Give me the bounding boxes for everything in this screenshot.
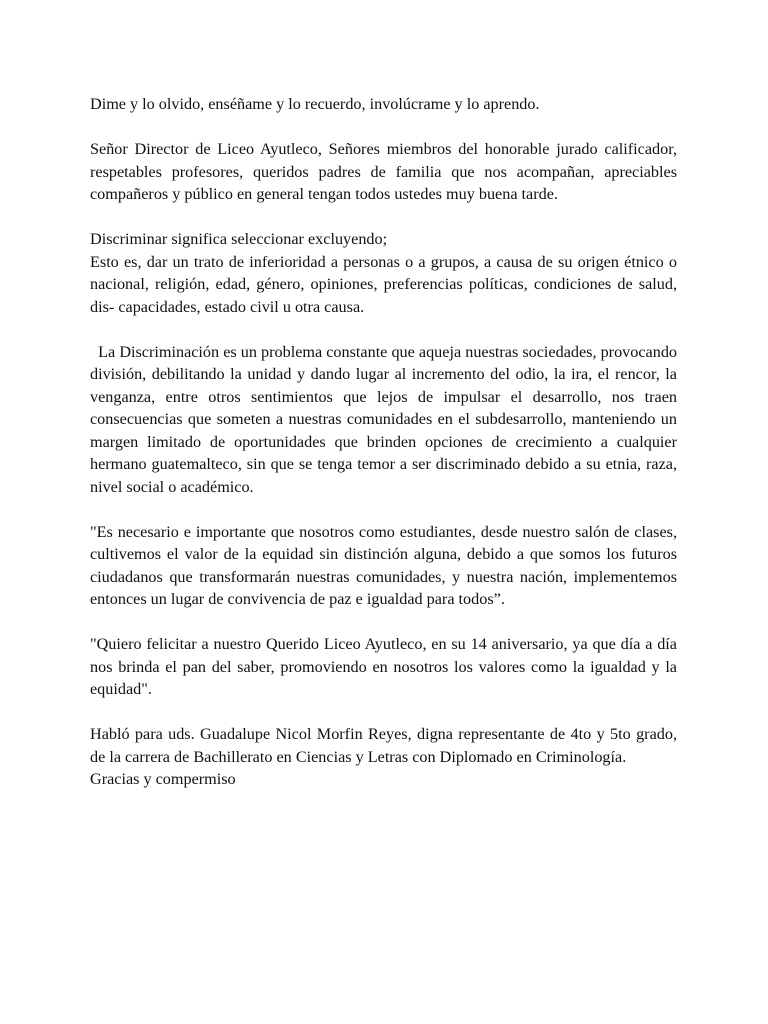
speaker-paragraph: Habló para uds. Guadalupe Nicol Morfin Reyes, digna representante de 4to y 5to grado, de la carrera de Bachillerato en Ciencias y Letras con Diplomado en Criminología. (90, 725, 677, 766)
definition-intro: Discriminar significa seleccionar excluyendo; (90, 230, 388, 248)
students-quote-paragraph: "Es necesario e importante que nosotros como estudiantes, desde nuestro salón de clases, cultivemos el valor de la equidad sin distinción alguna, debido a que somos los futuros ciudadanos que transformarán nuestras comunidades, y nuestra nación, implementemos entonces un lugar de convivencia de paz e igualdad para todos”. (90, 522, 677, 608)
definition-paragraph: Esto es, dar un trato de inferioridad a personas o a grupos, a causa de su origen étnico o nacional, religión, edad, género, opiniones, preferencias políticas, condiciones de salud, dis- capacidades, estado civil u otra causa. (90, 252, 677, 316)
congratulations-quote-paragraph: "Quiero felicitar a nuestro Querido Liceo Ayutleco, en su 14 aniversario, ya que día a día nos brinda el pan del saber, promoviendo en nosotros los valores como la igualdad y la equidad". (90, 635, 677, 698)
greeting-paragraph: Señor Director de Liceo Ayutleco, Señores miembros del honorable jurado calificador, respetables profesores, queridos padres de familia que nos acompañan, apreciables compañeros y público en general tengan todos ustedes muy buena tarde. (90, 140, 677, 203)
epigraph-paragraph: Dime y lo olvido, enséñame y lo recuerdo, involúcrame y lo aprendo. (90, 95, 540, 113)
problem-paragraph: La Discriminación es un problema constante que aqueja nuestras sociedades, provocando división, debilitando la unidad y dando lugar al incremento del odio, la ira, el rencor, la venganza, entre otros sentimientos que lejos de impulsar el desarrollo, nos traen consecuencias que someten a nuestras comunidades en el subdesarrollo, manteniendo un margen limitado de oportunidades que brinden opciones de crecimiento a cualquier hermano guatemalteco, sin que se tenga temor a ser discriminado debido a su etnia, raza, nivel social o académico. (90, 342, 682, 496)
speech-text (90, 93, 682, 813)
closing-line: Gracias y compermiso (90, 770, 236, 788)
